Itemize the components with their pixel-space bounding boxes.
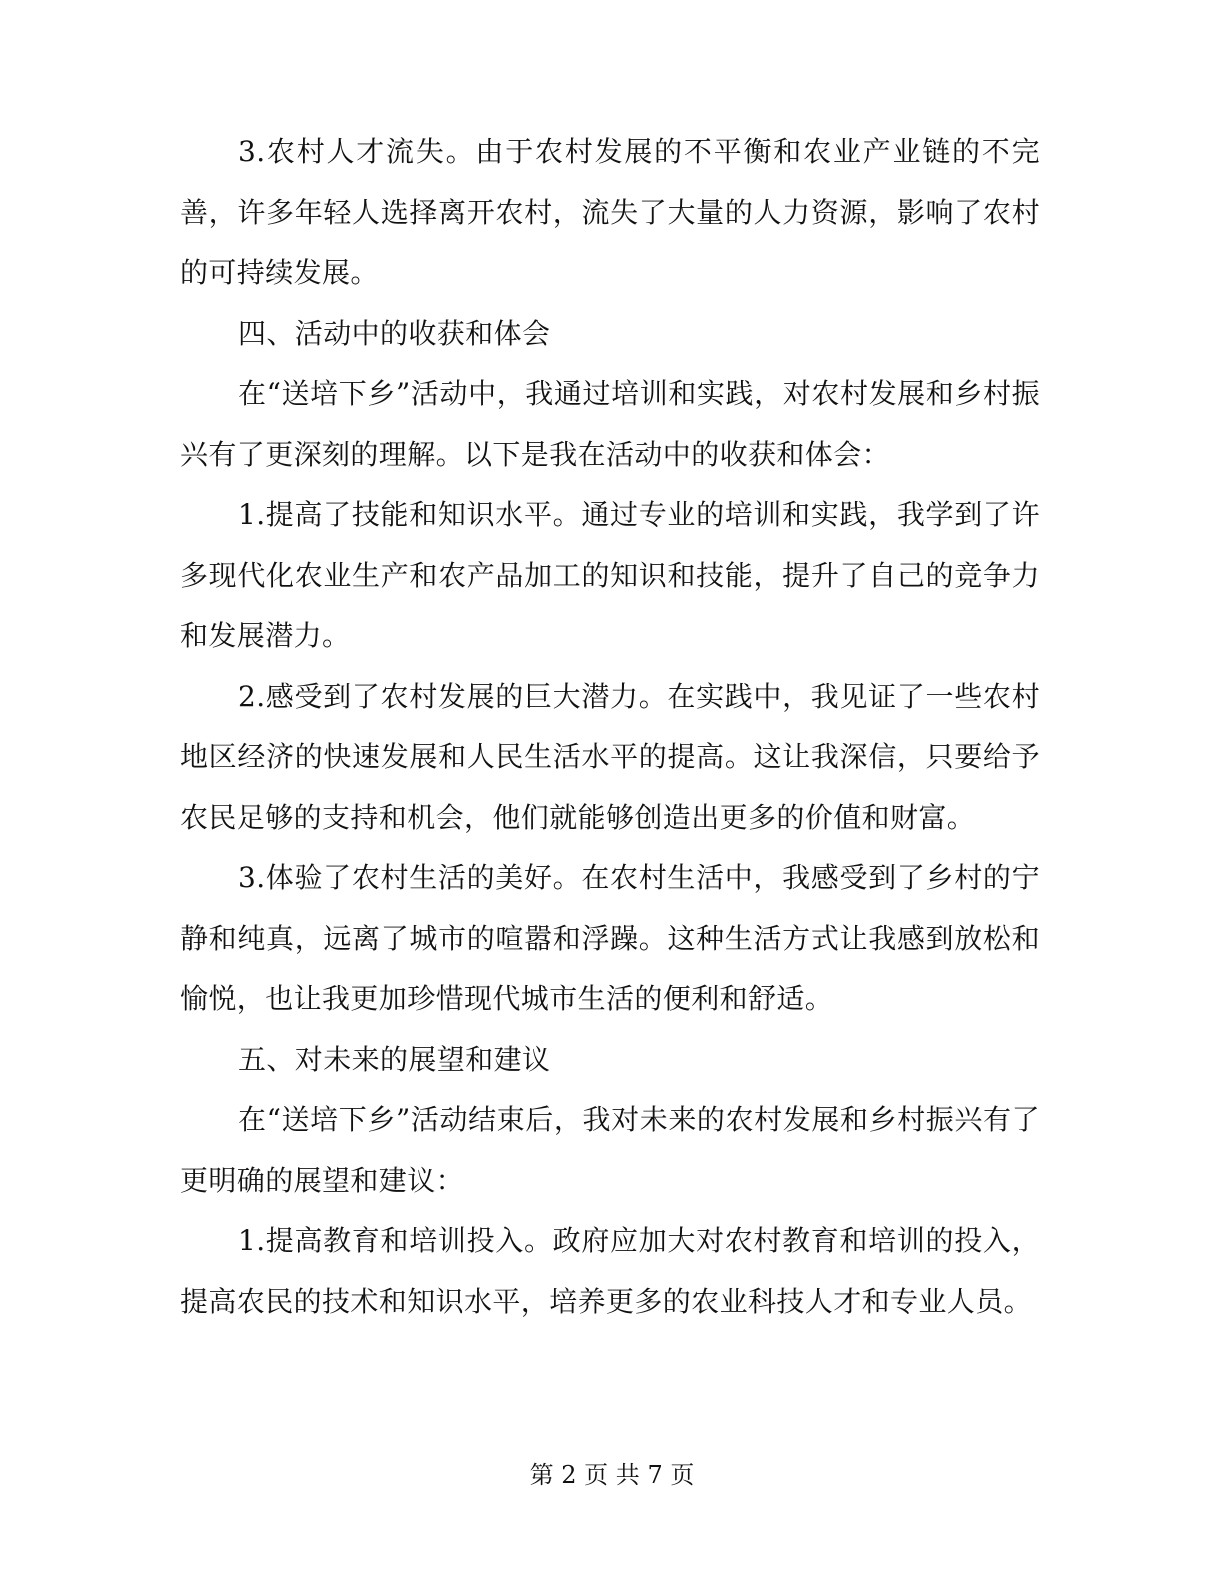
paragraph-talent-loss: 3.农村人才流失。由于农村发展的不平衡和农业产业链的不完善，许多年轻人选择离开农村，流失了大量的人力资源，影响了农村的可持续发展。 [180, 135, 1040, 289]
document-body [180, 122, 1040, 1332]
paragraph-suggestion-education: 1.提高教育和培训投入。政府应加大对农村教育和培训的投入，提高农民的技术和知识水平，培养更多的农业科技人才和专业人员。 [180, 1224, 1040, 1318]
section-heading-gains: 四、活动中的收获和体会 [238, 316, 551, 350]
section-heading-outlook: 五、对未来的展望和建议 [238, 1042, 551, 1076]
paragraph-gain-skills: 1.提高了技能和知识水平。通过专业的培训和实践，我学到了许多现代化农业生产和农产品加工的知识和技能，提升了自己的竞争力和发展潜力。 [180, 498, 1040, 652]
page-number: 第 2 页 共 7 页 [529, 1461, 695, 1489]
paragraph-gains-intro: 在“送培下乡”活动中，我通过培训和实践，对农村发展和乡村振兴有了更深刻的理解。以下是我在活动中的收获和体会： [180, 377, 1040, 471]
paragraph-gain-potential: 2.感受到了农村发展的巨大潜力。在实践中，我见证了一些农村地区经济的快速发展和人民生活水平的提高。这让我深信，只要给予农民足够的支持和机会，他们就能够创造出更多的价值和财富。 [180, 679, 1040, 834]
paragraph-gain-rural-life: 3.体验了农村生活的美好。在农村生活中，我感受到了乡村的宁静和纯真，远离了城市的喧嚣和浮躁。这种生活方式让我感到放松和愉悦，也让我更加珍惜现代城市生活的便利和舒适。 [180, 861, 1040, 1015]
paragraph-outlook-intro: 在“送培下乡”活动结束后，我对未来的农村发展和乡村振兴有了更明确的展望和建议： [180, 1103, 1040, 1197]
page-footer [0, 1460, 1224, 1490]
